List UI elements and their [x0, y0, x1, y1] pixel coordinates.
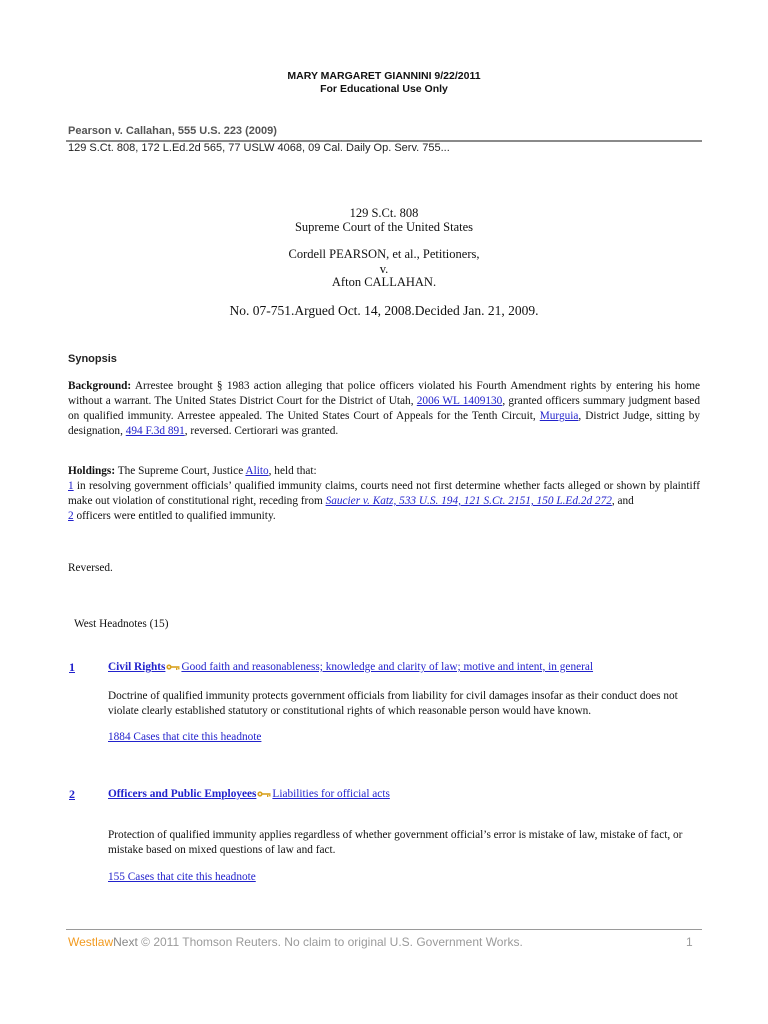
footer-divider: [66, 929, 702, 930]
holding-1-text: in resolving government officials’ qualified immunity claims, courts need not first determine whether facts alleged or shown by plaintiff make out violation of constitutional right, receding from: [68, 480, 700, 507]
footer-notice: [68, 935, 523, 949]
headnote-1-text: Doctrine of qualified immunity protects government officials from liability for civil damages insofar as their conduct does not violate clearly established statutory or constitutional rights of which reasonable person would have known.: [108, 690, 678, 717]
headnote-2-citing-link[interactable]: 155 Cases that cite this headnote: [108, 871, 256, 883]
headnote-1-topic-link[interactable]: Civil Rights: [108, 661, 166, 673]
parallel-citations: 129 S.Ct. 808, 172 L.Ed.2d 565, 77 USLW 4068, 09 Cal. Daily Op. Serv. 755...: [68, 142, 450, 154]
header-use-notice: For Educational Use Only: [320, 83, 448, 95]
headnote-2-topic-line: [108, 788, 390, 800]
background-text-2: , granted officers summary judgment based on qualified immunity. Arrestee appealed. The United States Court of Appeals for the Tenth Circuit,: [68, 395, 700, 422]
holding-1-link[interactable]: 1: [68, 480, 74, 492]
background-text-3: , District Judge, sitting by designation,: [68, 410, 700, 437]
headnote-2-number-link[interactable]: 2: [69, 787, 75, 801]
petitioners: Cordell PEARSON, et al., Petitioners,: [288, 247, 480, 261]
background-label: Background:: [68, 380, 132, 392]
document-title: Pearson v. Callahan, 555 U.S. 223 (2009): [68, 125, 277, 137]
headnotes-heading: West Headnotes (15): [74, 618, 169, 630]
westlaw-logo-part1: Westlaw: [68, 935, 114, 949]
holdings-label: Holdings:: [68, 465, 116, 477]
respondent: Afton CALLAHAN.: [331, 275, 437, 289]
holding-2-link[interactable]: 2: [68, 510, 74, 522]
reporter-citation: 129 S.Ct. 808: [349, 206, 419, 220]
headnote-1-subtopic-link[interactable]: Good faith and reasonableness; knowledge and clarity of law; motive and intent, in general: [181, 661, 594, 673]
headnote-1-number-link[interactable]: 1: [69, 660, 75, 674]
page-number: 1: [686, 935, 693, 949]
header-user-date: MARY MARGARET GIANNINI 9/22/2011: [287, 70, 481, 82]
holding-1-end: , and: [611, 495, 634, 507]
district-court-citation-link[interactable]: 2006 WL 1409130: [416, 395, 503, 407]
justice-alito-link[interactable]: Alito: [245, 465, 269, 477]
court-name: Supreme Court of the United States: [294, 220, 474, 234]
key-number-icon: [166, 663, 180, 671]
headnote-2-topic-link[interactable]: Officers and Public Employees: [108, 788, 257, 800]
copyright-text: © 2011 Thomson Reuters. No claim to original U.S. Government Works.: [137, 935, 523, 949]
holding-2-text: officers were entitled to qualified immunity.: [73, 510, 276, 522]
synopsis-heading: Synopsis: [68, 353, 117, 365]
holdings-paragraph: [68, 464, 700, 524]
holdings-text-2: , held that:: [268, 465, 317, 477]
versus: v.: [379, 262, 389, 276]
background-text-1: Arrestee brought § 1983 action alleging that police officers violated his Fourth Amendment rights by entering his home without a warrant. The United States District Court for the District of Utah,: [68, 380, 700, 407]
appeals-citation-link[interactable]: 494 F.3d 891: [125, 425, 185, 437]
key-number-icon: [257, 790, 271, 798]
judge-murguia-link[interactable]: Murguia: [539, 410, 579, 422]
docket-line: No. 07-751.Argued Oct. 14, 2008.Decided Jan. 21, 2009.: [229, 303, 539, 318]
holdings-text-1: The Supreme Court, Justice: [115, 465, 246, 477]
background-paragraph: [68, 379, 700, 439]
headnote-2-subtopic-link[interactable]: Liabilities for official acts: [272, 788, 390, 800]
headnote-1-topic-line: [108, 661, 593, 673]
saucier-v-katz-link[interactable]: Saucier v. Katz, 533 U.S. 194, 121 S.Ct. 2151, 150 L.Ed.2d 272: [325, 495, 612, 507]
headnote-1-citing-link[interactable]: 1884 Cases that cite this headnote: [108, 731, 262, 743]
westlaw-logo-part2: Next: [113, 935, 138, 949]
background-text-4: , reversed. Certiorari was granted.: [184, 425, 339, 437]
disposition: Reversed.: [68, 562, 113, 574]
headnote-2-text: Protection of qualified immunity applies regardless of whether government official’s error is mistake of law, mistake of fact, or mistake based on mixed questions of law and fact.: [108, 829, 683, 856]
